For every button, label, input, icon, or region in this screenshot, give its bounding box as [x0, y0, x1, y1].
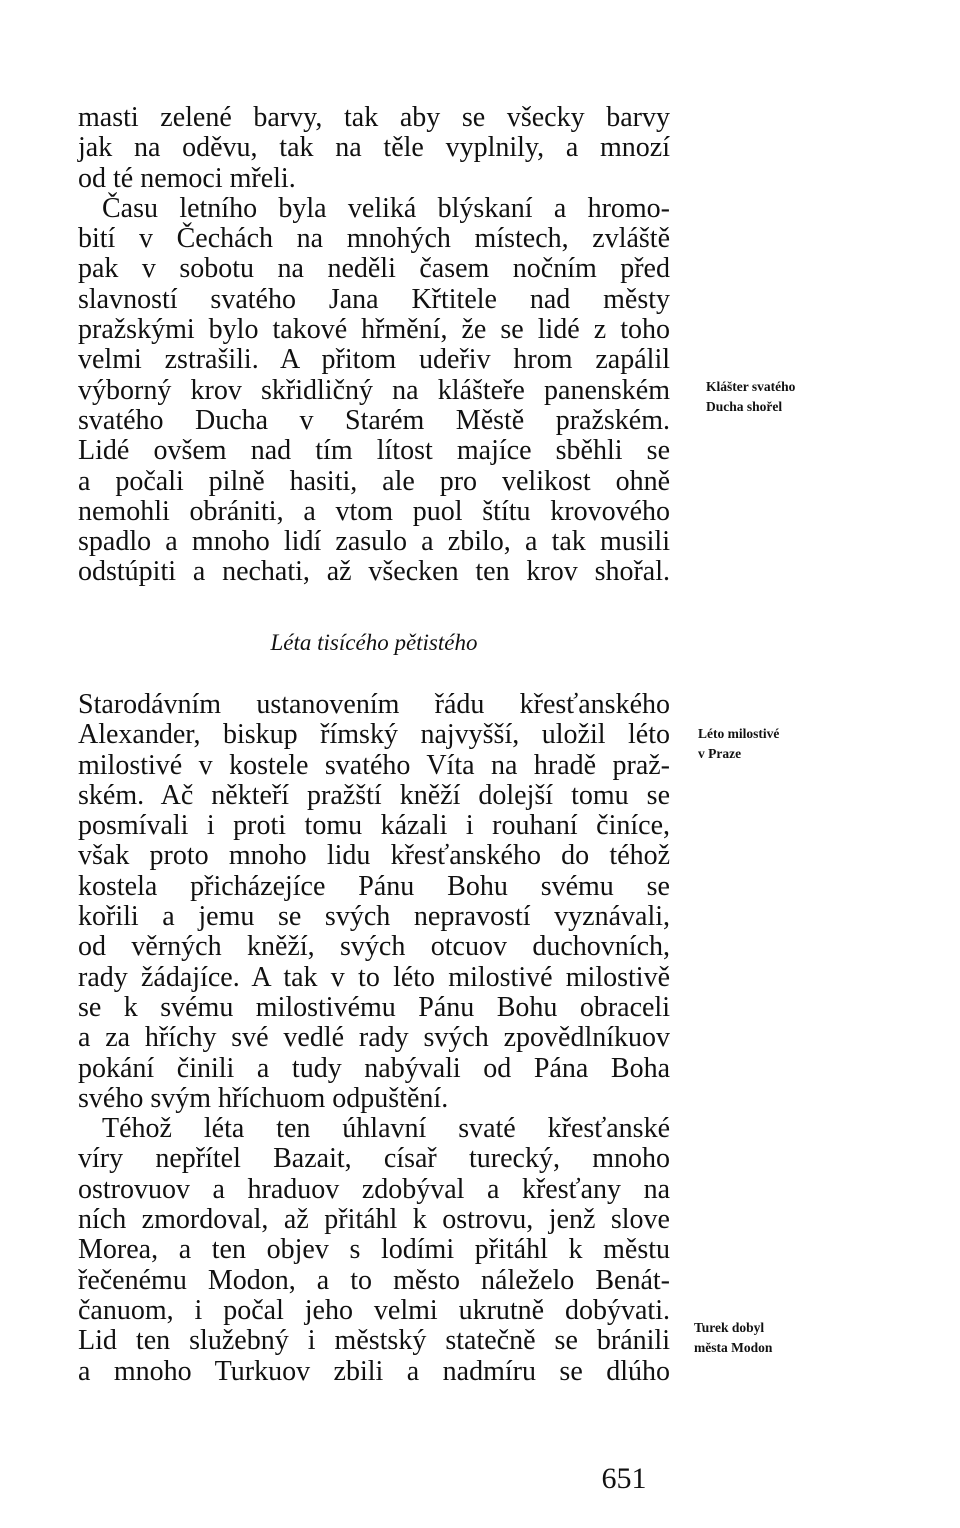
text-line: jak na oděvu, tak na těle vyplnily, a mnozí — [78, 132, 670, 164]
margin-note-line: města Modon — [694, 1340, 773, 1355]
text-line: od věrných kněží, svých otcuov duchovních, — [78, 931, 670, 963]
text-line: pak v sobotu na neděli časem nočním před — [78, 253, 670, 285]
margin-note-klaster — [706, 377, 795, 417]
text-line: svého svým hříchuom odpuštění. — [78, 1082, 449, 1114]
margin-note-line: Ducha shořel — [706, 399, 783, 414]
text-line: rady žádajíce. A tak v to léto milostivé milostivě — [78, 961, 670, 993]
text-line: velmi zstrašili. A přitom udeřiv hrom zapálil — [78, 344, 670, 376]
text-line: od té nemoci mřeli. — [78, 162, 296, 194]
text-line: ních zmordoval, až přitáhl k ostrovu, jenž slove — [78, 1204, 670, 1236]
text-line: Téhož léta ten úhlavní svaté křesťanské — [102, 1113, 670, 1145]
page-number: 651 — [601, 1462, 647, 1495]
text-line: masti zelené barvy, tak aby se všecky barvy — [78, 102, 670, 133]
text-line: Morea, a ten objev s lodími přitáhl k městu — [78, 1234, 670, 1266]
text-line: Alexander, biskup římský najvyšší, uložil léto — [78, 719, 670, 751]
text-line: pokání činili a tudy nabývali od Pána Boha — [78, 1052, 670, 1084]
text-line: bití v Čechách na mnohých místech, zvláště — [78, 223, 670, 255]
text-block-2 — [78, 690, 670, 1387]
text-line: Starodávním ustanovením řádu křesťanského — [78, 689, 670, 720]
margin-note-line: v Praze — [698, 746, 742, 761]
text-line: se k svému milostivému Pánu Bohu obraceli — [78, 991, 670, 1023]
text-line: Času letního byla veliká blýskaní a hromo- — [102, 192, 670, 224]
text-line: kořili a jemu se svých nepravostí vyznávali, — [78, 901, 670, 933]
text-line: kostela přicházejíce Pánu Bohu svému se — [78, 870, 670, 902]
text-line: a počali pilně hasiti, ale pro velikost ohně — [78, 465, 670, 497]
text-line: ostrovuov a hraduov zdobýval a křesťany na — [78, 1173, 670, 1205]
margin-note-line: Turek dobyl — [694, 1320, 765, 1335]
text-line: čanuom, i počal jeho velmi ukrutně dobývati. — [78, 1294, 670, 1326]
text-line: a za hříchy své vedlé rady svých zpovědlníkuov — [78, 1022, 670, 1054]
text-line: Lidé ovšem nad tím lítost majíce sběhli se — [78, 435, 670, 467]
margin-note-turek — [694, 1318, 772, 1358]
margin-note-line: Klášter svatého — [706, 379, 796, 394]
section-heading: Léta tisícého pětistého — [270, 630, 478, 655]
text-line: pražskými bylo takové hřmění, že se lidé z toho — [78, 314, 670, 346]
text-line: však proto mnoho lidu křesťanského do téhož — [78, 840, 670, 872]
text-line: posmívali i proti tomu kázali i rouhaní činíce, — [78, 810, 670, 842]
text-line: výborný krov skřidličný na klášteře panenském — [78, 374, 670, 406]
margin-note-leto — [698, 724, 779, 764]
text-line: řečenému Modon, a to město náleželo Benát- — [78, 1264, 670, 1296]
text-line: víry nepřítel Bazait, císař turecký, mnoho — [78, 1143, 670, 1175]
text-line: svatého Ducha v Starém Městě pražském. — [78, 404, 670, 436]
text-line: spadlo a mnoho lidí zasulo a zbilo, a tak musili — [78, 526, 670, 558]
text-line: nemohli obrániti, a vtom puol štítu krovového — [78, 495, 670, 527]
text-line: a mnoho Turkuov zbili a nadmíru se dlúho — [78, 1355, 670, 1387]
text-line: odstúpiti a nechati, až všecken ten krov shořal. — [78, 556, 670, 588]
text-line: milostivé v kostele svatého Víta na hradě praž- — [78, 749, 670, 781]
text-line: Lid ten služebný i městský statečně se bránili — [78, 1325, 670, 1357]
text-block-1 — [78, 103, 670, 588]
text-line: slavností svatého Jana Křtitele nad městy — [78, 283, 670, 315]
margin-note-line: Léto milostivé — [698, 726, 780, 741]
text-line: ském. Ač někteří pražští kněží dolejší tomu se — [78, 779, 670, 811]
